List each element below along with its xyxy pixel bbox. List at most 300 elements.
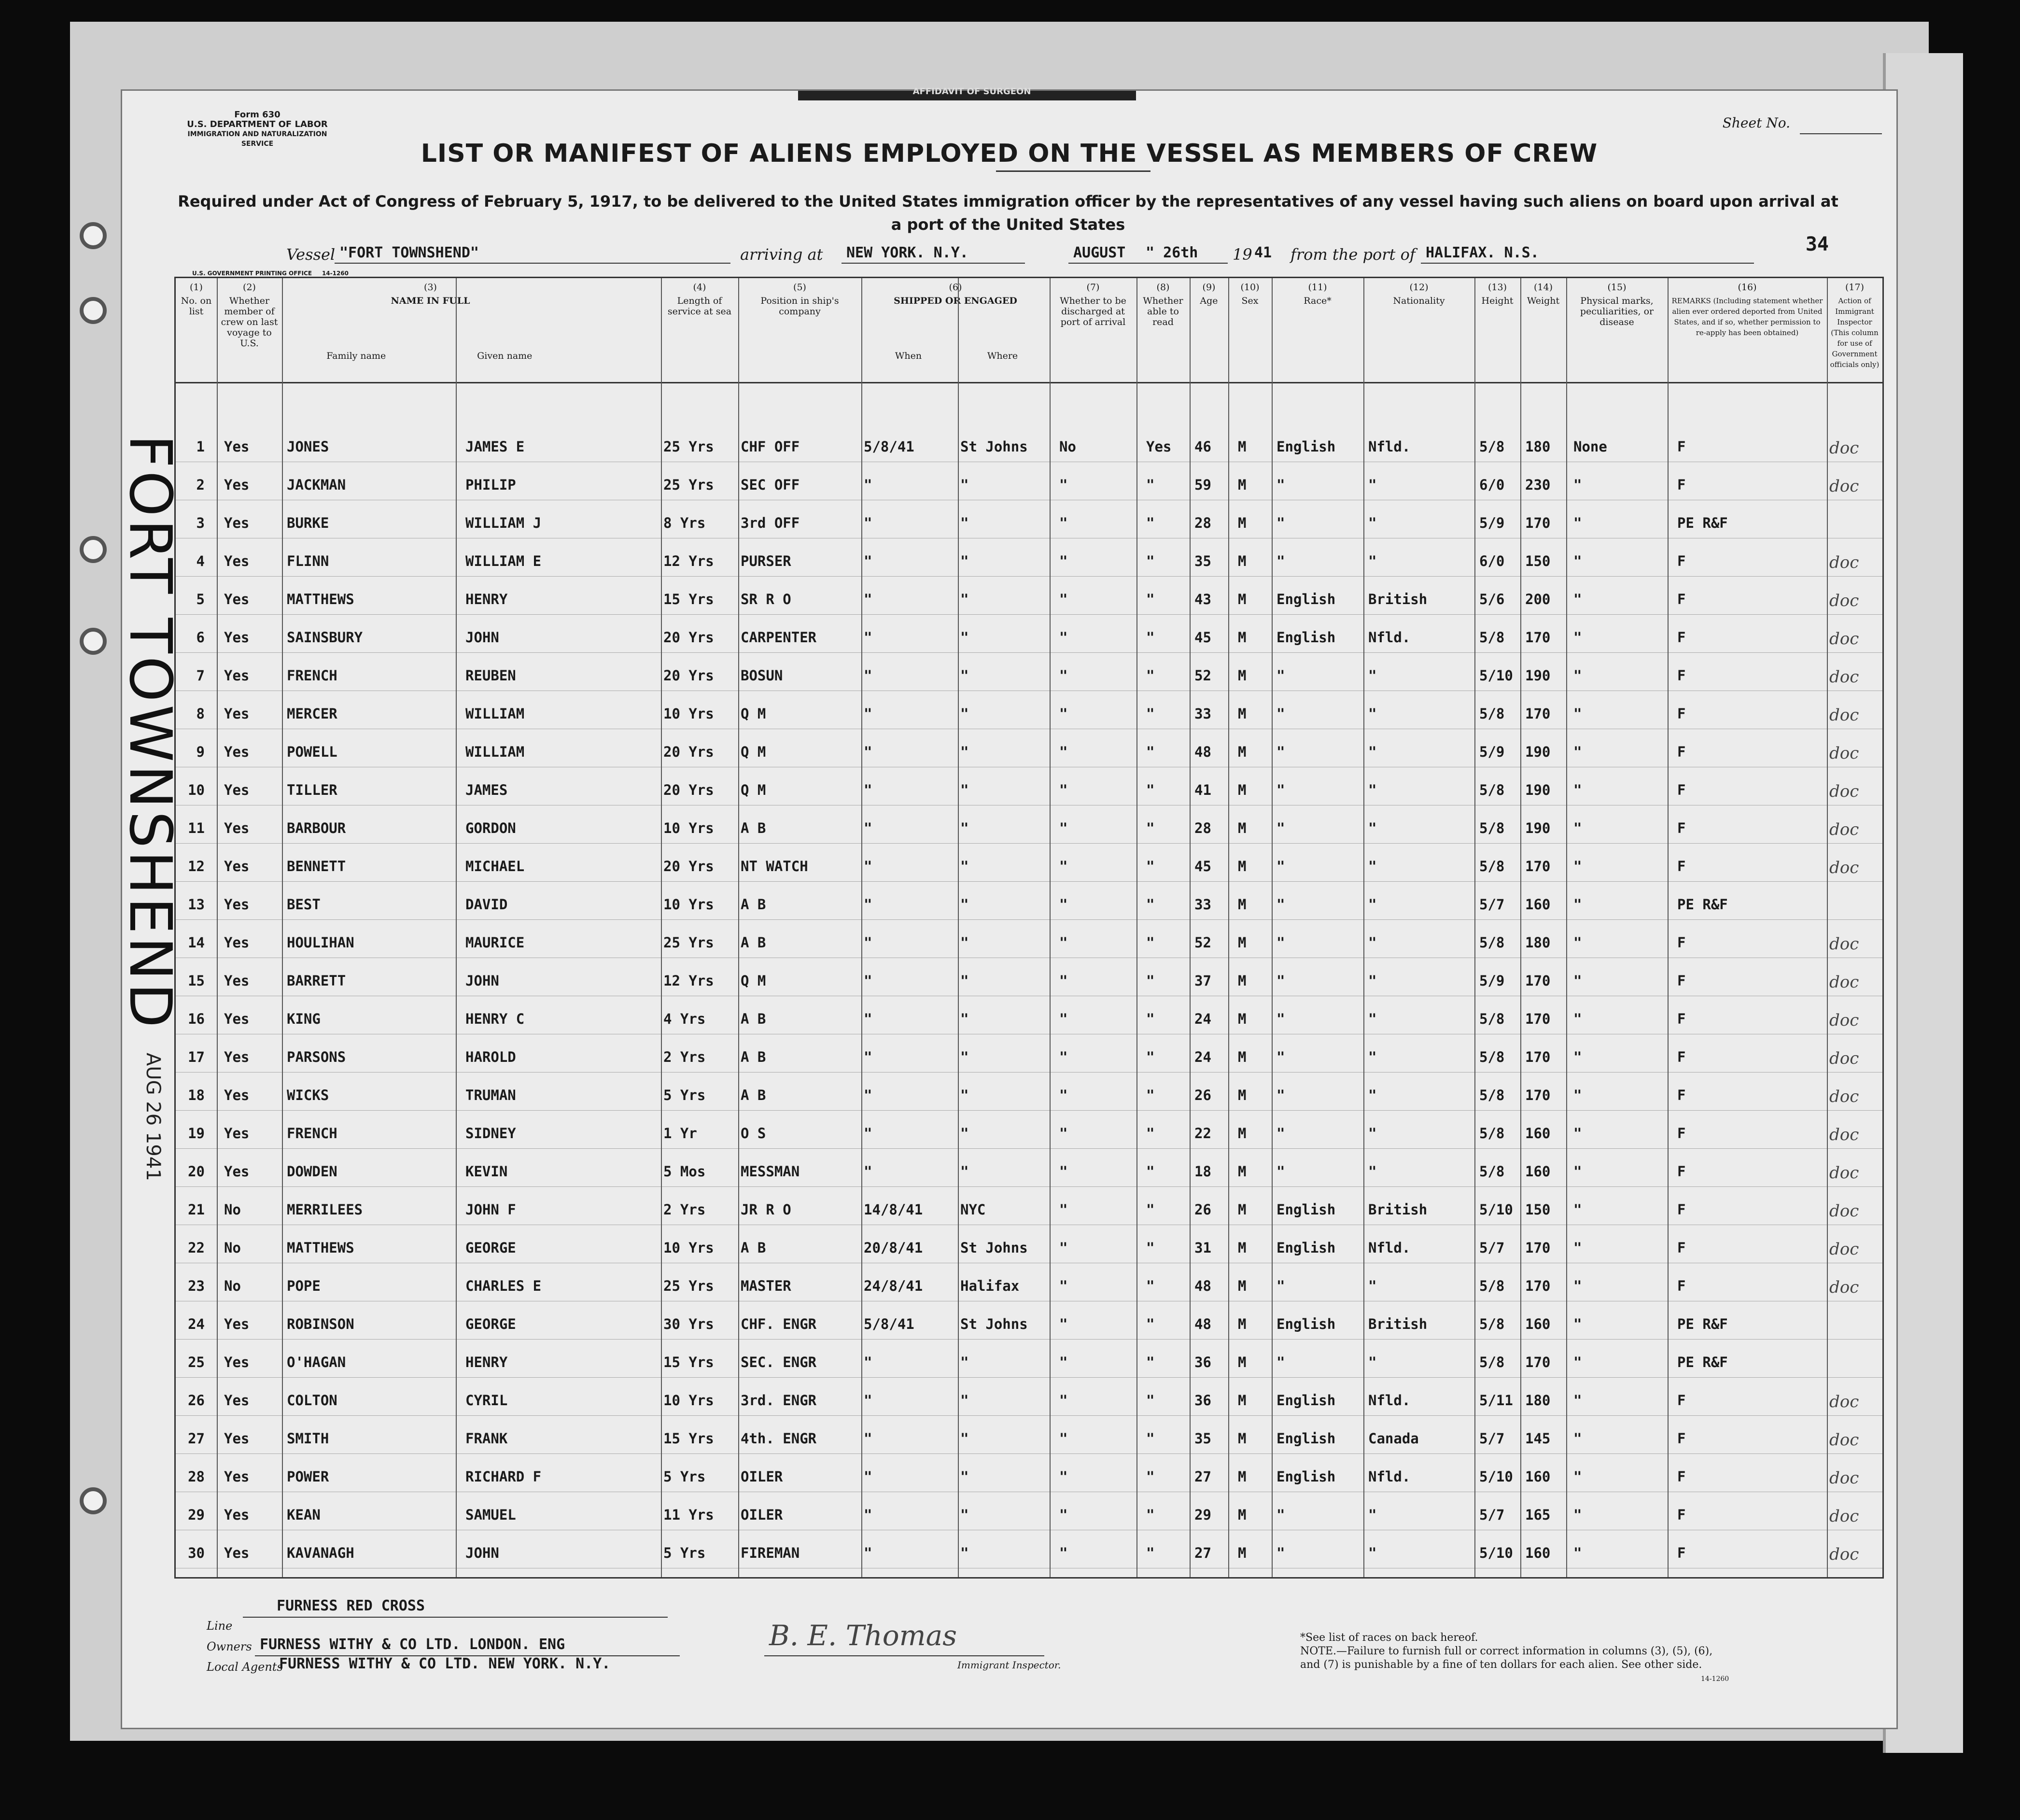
cell-height: 5/9 — [1479, 744, 1505, 760]
column-number: (4) — [693, 282, 706, 293]
printing-office-name: U.S. GOVERNMENT PRINTING OFFICE — [192, 270, 312, 277]
cell-no: 18 — [188, 1087, 205, 1103]
cell-height: 5/6 — [1479, 591, 1505, 607]
cell-race: English — [1277, 1316, 1336, 1332]
cell-age: 41 — [1194, 782, 1211, 798]
cell-weight: 170 — [1525, 973, 1551, 989]
cell-where: " — [960, 820, 969, 836]
cell-when: " — [864, 1354, 872, 1370]
cell-service: 20 Yrs — [663, 744, 714, 760]
cell-disch: " — [1059, 477, 1068, 493]
cell-position: SEC. ENGR — [741, 1354, 817, 1370]
cell-height: 5/8 — [1479, 820, 1505, 836]
year-prefix: 19 — [1233, 245, 1252, 264]
binder-hole — [80, 222, 107, 249]
cell-last: Yes — [224, 782, 250, 798]
cell-remarks: F — [1677, 1201, 1686, 1218]
cell-no: 7 — [196, 667, 205, 684]
cell-race: " — [1277, 1125, 1285, 1142]
cell-nat: " — [1368, 1507, 1377, 1523]
cell-service: 25 Yrs — [663, 477, 714, 493]
cell-last: No — [224, 1201, 241, 1218]
cell-height: 5/8 — [1479, 1049, 1505, 1065]
table-row — [176, 804, 1882, 844]
cell-nat: Canada — [1368, 1430, 1419, 1447]
cell-weight: 190 — [1525, 667, 1551, 684]
cell-when: " — [864, 1545, 872, 1561]
cell-sex: M — [1238, 1163, 1247, 1180]
cell-last: Yes — [224, 1125, 250, 1142]
column-rule — [1363, 278, 1364, 1577]
cell-family: BARBOUR — [287, 820, 346, 836]
from-underline — [1421, 263, 1754, 264]
cell-disch: " — [1059, 934, 1068, 951]
cell-disch: " — [1059, 1507, 1068, 1523]
cell-weight: 150 — [1525, 1201, 1551, 1218]
cell-weight: 170 — [1525, 1087, 1551, 1103]
cell-age: 31 — [1194, 1240, 1211, 1256]
cell-sex: M — [1238, 896, 1247, 913]
cell-where: St Johns — [960, 438, 1028, 455]
column-number: (12) — [1409, 282, 1429, 293]
cell-last: Yes — [224, 553, 250, 569]
column-rule — [1668, 278, 1669, 1577]
cell-marks: " — [1573, 553, 1582, 569]
cell-age: 28 — [1194, 515, 1211, 531]
cell-no: 16 — [188, 1011, 205, 1027]
cell-marks: " — [1573, 705, 1582, 722]
table-row — [176, 576, 1882, 615]
cell-age: 33 — [1194, 705, 1211, 722]
cell-where: " — [960, 1087, 969, 1103]
cell-no: 3 — [196, 515, 205, 531]
cell-height: 5/11 — [1479, 1392, 1513, 1409]
cell-weight: 170 — [1525, 1049, 1551, 1065]
cell-position: O S — [741, 1125, 766, 1142]
cell-race: " — [1277, 1507, 1285, 1523]
form-number: Form 630 — [234, 110, 281, 120]
cell-nat: " — [1368, 858, 1377, 875]
column-number: (9) — [1202, 282, 1216, 293]
cell-where: " — [960, 934, 969, 951]
cell-when: " — [864, 667, 872, 684]
cell-sex: M — [1238, 438, 1247, 455]
column-label: Length of service at sea — [667, 296, 732, 317]
cell-read: " — [1146, 820, 1155, 836]
cell-weight: 160 — [1525, 1125, 1551, 1142]
column-label: Age — [1200, 296, 1218, 306]
cell-when: 24/8/41 — [864, 1278, 923, 1294]
cell-last: Yes — [224, 438, 250, 455]
cell-given: CYRIL — [465, 1392, 508, 1409]
cell-height: 5/8 — [1479, 1278, 1505, 1294]
cell-when: " — [864, 1507, 872, 1523]
cell-race: " — [1277, 1545, 1285, 1561]
cell-height: 5/10 — [1479, 667, 1513, 684]
cell-given: KEVIN — [465, 1163, 508, 1180]
printing-number: 14-1260 — [322, 270, 349, 277]
cell-sex: M — [1238, 1392, 1247, 1409]
cell-given: SAMUEL — [465, 1507, 516, 1523]
cell-disch: No — [1059, 438, 1076, 455]
cell-height: 5/8 — [1479, 705, 1505, 722]
cell-service: 2 Yrs — [663, 1201, 706, 1218]
cell-weight: 170 — [1525, 1354, 1551, 1370]
cell-action: doc — [1829, 667, 1859, 687]
cell-age: 52 — [1194, 934, 1211, 951]
cell-age: 36 — [1194, 1354, 1211, 1370]
cell-race: " — [1277, 820, 1285, 836]
cell-sex: M — [1238, 667, 1247, 684]
table-row — [176, 1186, 1882, 1225]
cell-sex: M — [1238, 1049, 1247, 1065]
cell-last: Yes — [224, 1507, 250, 1523]
cell-height: 6/0 — [1479, 477, 1505, 493]
cell-last: Yes — [224, 629, 250, 646]
cell-age: 35 — [1194, 553, 1211, 569]
cell-family: MERCER — [287, 705, 337, 722]
cell-remarks: F — [1677, 1163, 1686, 1180]
cell-race: English — [1277, 438, 1336, 455]
cell-no: 19 — [188, 1125, 205, 1142]
cell-where: NYC — [960, 1201, 986, 1218]
cell-race: " — [1277, 934, 1285, 951]
cell-read: " — [1146, 1240, 1155, 1256]
cell-given: SIDNEY — [465, 1125, 516, 1142]
cell-disch: " — [1059, 820, 1068, 836]
cell-last: Yes — [224, 1049, 250, 1065]
cell-age: 27 — [1194, 1468, 1211, 1485]
sheet-number-line — [1800, 133, 1882, 134]
cell-disch: " — [1059, 1392, 1068, 1409]
cell-service: 2 Yrs — [663, 1049, 706, 1065]
column-rule — [1228, 278, 1229, 1577]
cell-height: 5/8 — [1479, 1087, 1505, 1103]
cell-when: " — [864, 1125, 872, 1142]
column-number: (11) — [1308, 282, 1327, 293]
binder-hole — [80, 628, 107, 655]
cell-position: A B — [741, 934, 766, 951]
cell-family: PARSONS — [287, 1049, 346, 1065]
column-rule — [1136, 278, 1137, 1577]
column-rule — [282, 278, 283, 1577]
cell-when: " — [864, 1087, 872, 1103]
cell-age: 48 — [1194, 1316, 1211, 1332]
cell-marks: " — [1573, 934, 1582, 951]
line-underline — [243, 1617, 668, 1618]
cell-disch: " — [1059, 705, 1068, 722]
cell-age: 26 — [1194, 1201, 1211, 1218]
cell-given: JOHN — [465, 973, 499, 989]
cell-disch: " — [1059, 1163, 1068, 1180]
cell-nat: " — [1368, 820, 1377, 836]
cell-sex: M — [1238, 934, 1247, 951]
cell-when: " — [864, 1430, 872, 1447]
cell-service: 11 Yrs — [663, 1507, 714, 1523]
cell-family: SMITH — [287, 1430, 329, 1447]
cell-read: " — [1146, 1316, 1155, 1332]
cell-weight: 160 — [1525, 1316, 1551, 1332]
cell-nat: " — [1368, 744, 1377, 760]
form-code: 14-1260 — [1701, 1675, 1729, 1683]
cell-position: 3rd. ENGR — [741, 1392, 817, 1409]
cell-weight: 160 — [1525, 1545, 1551, 1561]
table-row — [176, 1072, 1882, 1111]
cell-nat: " — [1368, 1087, 1377, 1103]
cell-service: 15 Yrs — [663, 1354, 714, 1370]
cell-where: " — [960, 1468, 969, 1485]
cell-race: " — [1277, 1278, 1285, 1294]
column-rule — [958, 278, 959, 1577]
cell-disch: " — [1059, 553, 1068, 569]
manifest-page — [121, 86, 1898, 1729]
service-name: IMMIGRATION AND NATURALIZATION SERVICE — [187, 130, 327, 148]
cell-weight: 200 — [1525, 591, 1551, 607]
cell-family: MATTHEWS — [287, 591, 354, 607]
cell-nat: " — [1368, 896, 1377, 913]
column-sublabel: When — [895, 351, 922, 361]
table-row — [176, 1300, 1882, 1340]
table-row — [176, 423, 1882, 462]
cell-service: 10 Yrs — [663, 705, 714, 722]
cell-age: 59 — [1194, 477, 1211, 493]
cell-when: " — [864, 782, 872, 798]
cell-height: 5/10 — [1479, 1201, 1513, 1218]
cell-sex: M — [1238, 1087, 1247, 1103]
cell-marks: " — [1573, 1125, 1582, 1142]
column-label: Position in ship's company — [760, 296, 839, 317]
cell-last: Yes — [224, 591, 250, 607]
cell-weight: 230 — [1525, 477, 1551, 493]
cell-marks: " — [1573, 1392, 1582, 1409]
cell-service: 10 Yrs — [663, 820, 714, 836]
cell-action: doc — [1829, 1049, 1859, 1068]
cell-no: 20 — [188, 1163, 205, 1180]
cell-race: English — [1277, 591, 1336, 607]
cell-position: CHF. ENGR — [741, 1316, 817, 1332]
cell-marks: " — [1573, 896, 1582, 913]
cell-disch: " — [1059, 591, 1068, 607]
cell-age: 29 — [1194, 1507, 1211, 1523]
table-row — [176, 881, 1882, 920]
cell-action: doc — [1829, 705, 1859, 725]
cell-position: BOSUN — [741, 667, 783, 684]
cell-last: No — [224, 1278, 241, 1294]
cell-when: " — [864, 705, 872, 722]
cell-nat: " — [1368, 553, 1377, 569]
cell-action: doc — [1829, 1011, 1859, 1030]
cell-given: WILLIAM J — [465, 515, 542, 531]
cell-last: Yes — [224, 820, 250, 836]
fine-note: NOTE.—Failure to furnish full or correct information in columns (3), (5), (6), and (7) is punishable by a fine of ten dollars for each alien. See other side. — [1300, 1645, 1713, 1671]
cell-service: 5 Yrs — [663, 1468, 706, 1485]
cell-when: " — [864, 591, 872, 607]
cell-weight: 170 — [1525, 858, 1551, 875]
cell-remarks: F — [1677, 1430, 1686, 1447]
cell-nat: " — [1368, 1354, 1377, 1370]
department: U.S. DEPARTMENT OF LABOR — [187, 119, 328, 129]
cell-sex: M — [1238, 1011, 1247, 1027]
cell-family: KAVANAGH — [287, 1545, 354, 1561]
cell-sex: M — [1238, 515, 1247, 531]
cell-marks: " — [1573, 1201, 1582, 1218]
table-row — [176, 728, 1882, 767]
cell-where: Halifax — [960, 1278, 1020, 1294]
cell-marks: " — [1573, 1468, 1582, 1485]
table-row — [176, 1148, 1882, 1187]
cell-disch: " — [1059, 515, 1068, 531]
cell-height: 5/8 — [1479, 1011, 1505, 1027]
cell-weight: 160 — [1525, 1163, 1551, 1180]
cell-read: " — [1146, 477, 1155, 493]
cell-nat: " — [1368, 515, 1377, 531]
cell-race: English — [1277, 1392, 1336, 1409]
cell-marks: " — [1573, 591, 1582, 607]
table-row — [176, 461, 1882, 500]
cell-sex: M — [1238, 1354, 1247, 1370]
cell-race: " — [1277, 705, 1285, 722]
cell-disch: " — [1059, 1468, 1068, 1485]
cell-where: " — [960, 1430, 969, 1447]
cell-family: BARRETT — [287, 973, 346, 989]
cell-action: doc — [1829, 591, 1859, 610]
cell-when: " — [864, 1049, 872, 1065]
cell-where: " — [960, 1125, 969, 1142]
cell-nat: " — [1368, 1545, 1377, 1561]
table-row — [176, 1262, 1882, 1301]
cell-sex: M — [1238, 744, 1247, 760]
cell-given: DAVID — [465, 896, 508, 913]
cell-weight: 180 — [1525, 438, 1551, 455]
cell-position: OILER — [741, 1468, 783, 1485]
cell-service: 10 Yrs — [663, 1392, 714, 1409]
cell-weight: 170 — [1525, 515, 1551, 531]
table-row — [176, 690, 1882, 729]
cell-given: JOHN — [465, 1545, 499, 1561]
cell-action: doc — [1829, 1240, 1859, 1259]
cell-given: WILLIAM E — [465, 553, 542, 569]
cell-race: " — [1277, 896, 1285, 913]
cell-height: 5/7 — [1479, 1507, 1505, 1523]
cell-position: FIREMAN — [741, 1545, 800, 1561]
column-rule — [1520, 278, 1521, 1577]
cell-read: " — [1146, 1125, 1155, 1142]
inspector-label: Immigrant Inspector. — [957, 1659, 1061, 1671]
cell-weight: 190 — [1525, 820, 1551, 836]
cell-family: DOWDEN — [287, 1163, 337, 1180]
cell-race: " — [1277, 1163, 1285, 1180]
cell-no: 21 — [188, 1201, 205, 1218]
cell-nat: " — [1368, 1163, 1377, 1180]
cell-marks: " — [1573, 477, 1582, 493]
cell-remarks: F — [1677, 438, 1686, 455]
cell-disch: " — [1059, 1011, 1068, 1027]
cell-read: " — [1146, 782, 1155, 798]
table-row — [176, 1415, 1882, 1454]
cell-action: doc — [1829, 1163, 1859, 1183]
table-row — [176, 766, 1882, 805]
cell-race: " — [1277, 1354, 1285, 1370]
cell-remarks: F — [1677, 1240, 1686, 1256]
cell-action: doc — [1829, 1201, 1859, 1221]
table-row — [176, 1033, 1882, 1072]
cell-sex: M — [1238, 1430, 1247, 1447]
cell-disch: " — [1059, 1545, 1068, 1561]
cell-no: 5 — [196, 591, 205, 607]
cell-given: MAURICE — [465, 934, 525, 951]
cell-when: " — [864, 934, 872, 951]
column-number: (6) — [949, 282, 962, 293]
cell-no: 9 — [196, 744, 205, 760]
table-row — [176, 652, 1882, 691]
cell-sex: M — [1238, 1240, 1247, 1256]
cell-no: 4 — [196, 553, 205, 569]
cell-read: " — [1146, 1087, 1155, 1103]
cell-given: JAMES E — [465, 438, 525, 455]
cell-age: 35 — [1194, 1430, 1211, 1447]
cell-disch: " — [1059, 1316, 1068, 1332]
cell-height: 5/8 — [1479, 1163, 1505, 1180]
binder-hole — [80, 536, 107, 563]
cell-weight: 160 — [1525, 896, 1551, 913]
cell-age: 28 — [1194, 820, 1211, 836]
cell-marks: None — [1573, 438, 1607, 455]
cell-position: A B — [741, 896, 766, 913]
cell-marks: " — [1573, 1240, 1582, 1256]
cell-height: 5/8 — [1479, 782, 1505, 798]
cell-family: FLINN — [287, 553, 329, 569]
cell-disch: " — [1059, 1049, 1068, 1065]
cell-read: " — [1146, 934, 1155, 951]
cell-nat: British — [1368, 591, 1428, 607]
date-underline — [1068, 263, 1228, 264]
cell-service: 20 Yrs — [663, 667, 714, 684]
cell-where: " — [960, 1354, 969, 1370]
cell-last: Yes — [224, 744, 250, 760]
cell-remarks: F — [1677, 591, 1686, 607]
cell-action: doc — [1829, 1125, 1859, 1144]
cell-remarks: F — [1677, 1011, 1686, 1027]
table-row — [176, 843, 1882, 882]
from-port: HALIFAX. N.S. — [1426, 244, 1539, 261]
cell-family: O'HAGAN — [287, 1354, 346, 1370]
binder-hole — [80, 1487, 107, 1514]
column-number: (5) — [793, 282, 806, 293]
column-rule — [861, 278, 862, 1577]
cell-race: English — [1277, 1468, 1336, 1485]
cell-disch: " — [1059, 744, 1068, 760]
cell-read: " — [1146, 1354, 1155, 1370]
cell-weight: 165 — [1525, 1507, 1551, 1523]
cell-marks: " — [1573, 1316, 1582, 1332]
cell-sex: M — [1238, 1507, 1247, 1523]
cell-age: 36 — [1194, 1392, 1211, 1409]
cell-action: doc — [1829, 858, 1859, 877]
cell-age: 24 — [1194, 1011, 1211, 1027]
column-rule — [1050, 278, 1051, 1577]
binder-hole — [80, 297, 107, 324]
column-number: (7) — [1086, 282, 1100, 293]
cell-disch: " — [1059, 1430, 1068, 1447]
cell-where: " — [960, 553, 969, 569]
cell-given: JAMES — [465, 782, 508, 798]
cell-action: doc — [1829, 782, 1859, 801]
cell-no: 1 — [196, 438, 205, 455]
column-number: (8) — [1156, 282, 1170, 293]
cell-position: Q M — [741, 744, 766, 760]
cell-height: 5/9 — [1479, 515, 1505, 531]
column-label: No. on list — [181, 296, 212, 317]
